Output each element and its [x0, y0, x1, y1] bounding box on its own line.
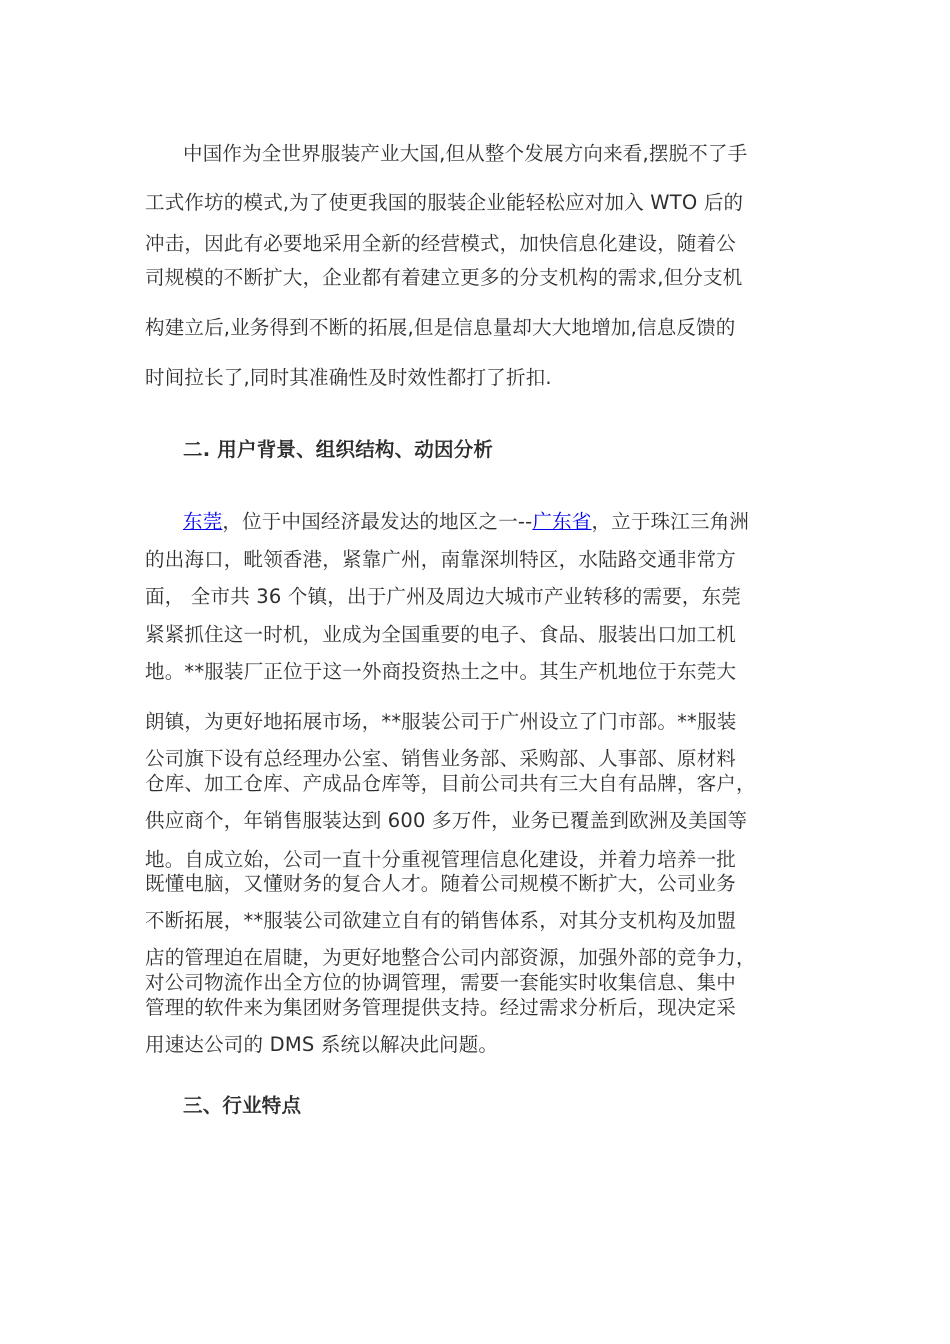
section2-line-13: 店的管理迫在眉睫，为更好地整合公司内部资源，加强外部的竞争力，	[145, 946, 756, 969]
section2-line-6: 朗镇，为更好地拓展市场，**服装公司于广州设立了门市部。**服装	[145, 710, 737, 733]
section2-line-11: 既懂电脑，又懂财务的复合人才。随着公司规模不断扩大，公司业务	[145, 872, 737, 895]
section2-line-16: 用速达公司的 DMS 系统以解决此问题。	[145, 1033, 499, 1056]
section2-line-1-text-a: ，位于中国经济最发达的地区之一--	[222, 510, 533, 533]
section2-line-2: 的出海口，毗领香港，紧靠广州，南靠深圳特区，水陆路交通非常方	[145, 548, 737, 571]
intro-line-1: 中国作为全世界服装产业大国,但从整个发展方向来看,摆脱不了手	[183, 142, 748, 165]
intro-line-6: 时间拉长了,同时其准确性及时效性都打了折扣.	[145, 366, 552, 389]
intro-line-5: 构建立后,业务得到不断的拓展,但是信息量却大大地增加,信息反馈的	[145, 316, 736, 339]
section-heading-3: 三、行业特点	[183, 1094, 302, 1117]
section-heading-2: 二. 用户背景、组织结构、动因分析	[183, 438, 494, 461]
section2-line-1	[183, 506, 749, 534]
intro-line-2: 工式作坊的模式,为了使更我国的服装企业能轻松应对加入 WTO 后的	[145, 191, 744, 214]
section2-line-12: 不断拓展，**服装公司欲建立自有的销售体系，对其分支机构及加盟	[145, 909, 737, 932]
link-dongguan[interactable]: 东莞	[183, 510, 223, 533]
section2-line-9: 供应商个，年销售服装达到 600 多万件，业务已覆盖到欧洲及美国等	[145, 809, 748, 832]
intro-line-4: 司规模的不断扩大，企业都有着建立更多的分支机构的需求,但分支机	[145, 266, 743, 289]
section2-line-4: 紧紧抓住这一时机，业成为全国重要的电子、食品、服装出口加工机	[145, 623, 737, 646]
section2-line-8: 仓库、加工仓库、产成品仓库等，目前公司共有三大自有品牌，客户，	[145, 772, 756, 795]
section2-line-1-text-b: ，立于珠江三角洲	[591, 510, 750, 533]
section2-line-3: 面， 全市共 36 个镇，出于广州及周边大城市产业转移的需要，东莞	[145, 585, 742, 608]
section2-line-10: 地。自成立始，公司一直十分重视管理信息化建设，并着力培养一批	[145, 848, 737, 871]
link-guangdong[interactable]: 广东省	[532, 510, 592, 533]
section2-line-15: 管理的软件来为集团财务管理提供支持。经过需求分析后，现决定采	[145, 996, 737, 1019]
intro-line-3: 冲击，因此有必要地采用全新的经营模式，加快信息化建设，随着公	[145, 232, 737, 255]
section2-line-7: 公司旗下设有总经理办公室、销售业务部、采购部、人事部、原材料	[145, 747, 737, 770]
section2-line-14: 对公司物流作出全方位的协调管理，需要一套能实时收集信息、集中	[145, 971, 737, 994]
section2-line-5: 地。**服装厂正位于这一外商投资热土之中。其生产机地位于东莞大	[145, 660, 737, 683]
